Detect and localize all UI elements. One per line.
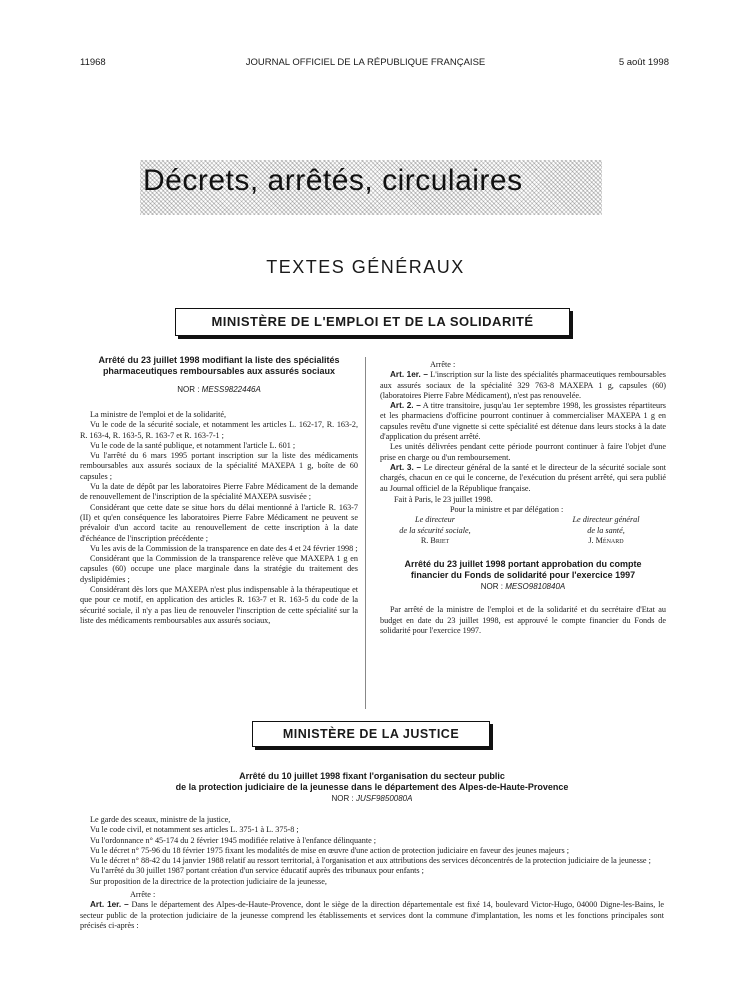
arrete-title xyxy=(380,559,666,581)
article-3 xyxy=(380,463,666,494)
arrete-label: Arrête : xyxy=(130,890,156,900)
article-text: L'inscription sur la liste des spécialités pharmaceutiques remboursables aux assurés sociaux de la spécialité 329 763-8 MAXEPA 1 g, capsules (60) (laboratoires Pierre Fabre Médicament), n'est pas renouvelée. xyxy=(380,370,666,400)
page-number: 11968 xyxy=(80,57,106,68)
arrete-justice xyxy=(80,771,664,931)
article-text: Le directeur général de la santé et le directeur de la sécurité sociale sont chargés, chacun en ce qui le concerne, de l'exécution du présent arrêté, qui sera publié au Journal officiel de la République française. xyxy=(380,462,666,493)
paragraph: Vu la date de dépôt par les laboratoires Pierre Fabre Médicament de la demande de renouvellement de l'inscription de la spécialité MAXEPA susvisée ; xyxy=(80,482,358,502)
arrete-title-line1: Arrêté du 10 juillet 1998 fixant l'organisation du secteur public xyxy=(239,771,505,781)
paragraph: Le garde des sceaux, ministre de la justice, xyxy=(90,815,231,824)
paragraph: Vu l'arrêté du 6 mars 1995 portant inscription sur la liste des médicaments remboursables aux assurés sociaux de la spécialité MAXEPA 1 g, boîte de 60 capsules ; xyxy=(80,451,358,481)
signature-title: Le directeur xyxy=(415,515,455,525)
arrete-right-column xyxy=(380,360,666,636)
arrete-left-column xyxy=(80,355,358,626)
place-date: Fait à Paris, le 23 juillet 1998. xyxy=(394,494,493,504)
nor-reference xyxy=(380,582,666,591)
signature-block xyxy=(380,515,666,547)
nor-code: MESO9810840A xyxy=(505,582,566,592)
signature-title: de la santé, xyxy=(587,525,625,535)
paragraph: Vu le code de la santé publique, et notamment l'article L. 601 ; xyxy=(90,440,296,450)
signatory-name: R. Briet xyxy=(420,536,450,546)
nor-reference xyxy=(80,794,664,803)
section-title: TEXTES GÉNÉRAUX xyxy=(266,257,465,277)
paragraph: Vu le décret n° 88-42 du 14 janvier 1988 relatif au ressort territorial, à l'organisation et aux attributions des services déconcentrés de la protection judiciaire de la jeunesse ; xyxy=(90,856,651,866)
paragraph: Vu l'arrêté du 30 juillet 1987 portant création d'un service éducatif auprès des tribunaux pour enfants ; xyxy=(90,866,424,876)
nor-label: NOR : xyxy=(331,794,354,803)
paragraph: Par arrêté de la ministre de l'emploi et de la solidarité et du secrétaire d'Etat au budget en date du 23 juillet 1998, est approuvé le compte financier du Fonds de solidarité pour l'exercice 1997. xyxy=(380,605,666,636)
arrete-title-line2: de la protection judiciaire de la jeunesse dans le département des Alpes-de-Haute-Provence xyxy=(175,782,569,792)
nor-code: JUSF9850080A xyxy=(355,794,413,803)
paragraph: Vu le code de la sécurité sociale, et notamment les articles L. 162-17, R. 163-2, R. 163-4, R. 163-5, R. 163-7 et R. 163-7-1 ; xyxy=(80,420,358,440)
nor-label: NOR : xyxy=(177,385,200,394)
article-label: Art. 1er. – xyxy=(90,900,129,910)
column-divider xyxy=(365,357,366,709)
nor-reference xyxy=(80,385,358,394)
arrete-title-line2: pharmaceutiques remboursables aux assurés sociaux xyxy=(102,366,336,376)
signature-title: Le directeur général xyxy=(572,515,640,525)
issue-date: 5 août 1998 xyxy=(618,57,669,68)
signatory-name: J. Ménard xyxy=(588,536,624,546)
article-text: Dans le département des Alpes-de-Haute-Provence, dont le siège de la direction départementale est fixé 14, boulevard Victor-Hugo, 04000 Digne-les-Bains, le secteur public de la protection judiciaire de la jeunesse comprend les établissements et services dont la commune d'implantation, les noms et les fonctions principales sont précisés ci-après : xyxy=(80,900,664,930)
signature-right xyxy=(546,515,666,546)
paragraph: La ministre de l'emploi et de la solidarité, xyxy=(90,410,227,419)
arrete-title xyxy=(80,771,664,793)
delegation-line: Pour la ministre et par délégation : xyxy=(450,505,564,515)
paragraph: Vu le décret n° 75-96 du 18 février 1975 fixant les modalités de mise en œuvre d'une action de protection judiciaire en faveur des jeunes majeurs ; xyxy=(90,845,569,855)
article-label: Art. 2. – xyxy=(390,401,421,411)
nor-label: NOR : xyxy=(480,582,503,592)
signature-title: de la sécurité sociale, xyxy=(399,525,471,535)
paragraph: Vu le code civil, et notamment ses articles L. 375-1 à L. 375-8 ; xyxy=(90,825,299,835)
ministry-heading-emploi: MINISTÈRE DE L'EMPLOI ET DE LA SOLIDARITÉ xyxy=(175,308,570,336)
article-2 xyxy=(380,401,666,442)
arrete-title xyxy=(80,355,358,377)
paragraph: Considérant dès lors que MAXEPA n'est plus indispensable à la thérapeutique et que pour ce motif, en application des articles R. 163-7 et R. 163-5 du code de la sécurité sociale, il n'y a pas lieu de renouveler l'inscription de cette spécialité sur la liste des médicaments remboursables aux assurés sociaux, xyxy=(80,585,358,625)
paragraph: Vu les avis de la Commission de la transparence en date des 4 et 24 février 1998 ; xyxy=(90,543,358,553)
article-1 xyxy=(380,370,666,401)
arrete-title-line1: Arrêté du 23 juillet 1998 modifiant la liste des spécialités xyxy=(98,355,340,365)
paragraph: Considérant que cette date se situe hors du délai mentionné à l'article R. 163-7 (II) et qu'en conséquence les laboratoires Pierre Fabre Médicament ne peuvent se prévaloir d'un accord tacite au renouvellement de cette inscription à la date d'échéance de l'inscription précédente ; xyxy=(80,502,358,543)
section-banner xyxy=(140,160,602,215)
article-label: Art. 3. – xyxy=(390,462,422,472)
arrete-label: Arrête : xyxy=(430,360,456,369)
arrete-title-line1: Arrêté du 23 juillet 1998 portant approbation du compte xyxy=(404,559,642,570)
ministry-heading-justice: MINISTÈRE DE LA JUSTICE xyxy=(252,721,490,747)
paragraph: Considérant que la Commission de la transparence relève que MAXEPA 1 g en capsules (60) occupe une place marginale dans la stratégie du traitement des dyslipidémies ; xyxy=(80,554,358,584)
arrete-title-line2: financier du Fonds de solidarité pour l'exercice 1997 xyxy=(410,570,636,581)
paragraph: Sur proposition de la directrice de la protection judiciaire de la jeunesse, xyxy=(90,876,327,886)
paragraph: Les unités délivrées pendant cette période pourront continuer à faire l'objet d'une prise en charge ou d'un remboursement. xyxy=(380,442,666,462)
signature-left xyxy=(380,515,490,546)
paragraph: Vu l'ordonnance n° 45-174 du 2 février 1945 modifiée relative à l'enfance délinquante ; xyxy=(90,835,377,845)
banner-title: Décrets, arrêtés, circulaires xyxy=(143,164,523,197)
article-text: A titre transitoire, jusqu'au 1er septembre 1998, les grossistes répartiteurs et les pharmaciens d'officine pourront continuer à commercialiser MAXEPA 1 g en capsules revêtu d'une vignette si cette spécialité est détenue dans leurs stocks à la date d'application du présent arrêté. xyxy=(380,401,666,442)
article-1 xyxy=(80,900,664,931)
article-label: Art. 1er. – xyxy=(390,370,428,380)
journal-title: JOURNAL OFFICIEL DE LA RÉPUBLIQUE FRANÇAISE xyxy=(245,57,486,68)
nor-code: MESS9822446A xyxy=(201,385,261,394)
